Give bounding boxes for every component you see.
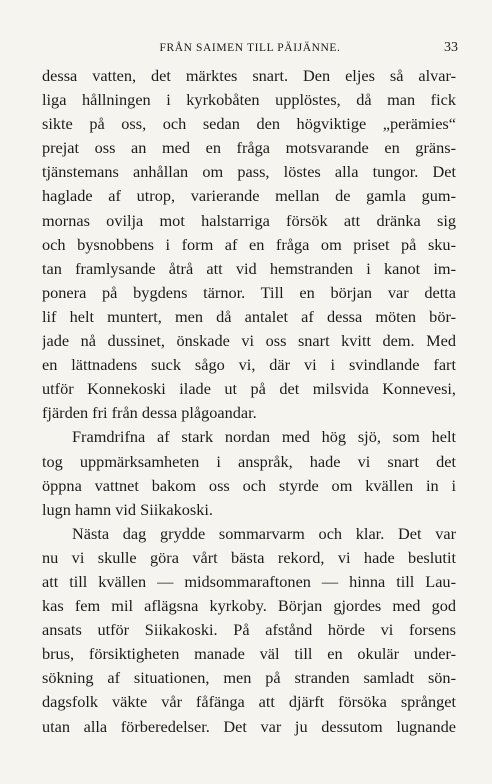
text-line: sikte på oss, och sedan den högviktige „perämies“ [42, 114, 456, 134]
text-line: liga hållningen i kyrkobåten upplöstes, då man fick [42, 90, 456, 110]
text-line: nu vi skulle göra vårt bästa rekord, vi hade beslutit [42, 547, 456, 567]
text-line: ponera på bygdens tärnor. Till en början var detta [42, 282, 456, 302]
text-line: haglade af utrop, varierande mellan de gamla gum- [42, 186, 456, 206]
paragraph-start-line: Nästa dag grydde sommarvarm och klar. Det var [72, 523, 456, 543]
body-text [42, 64, 456, 739]
text-line: kas fem mil aflägsna kyrkoby. Början gjordes med god [42, 596, 456, 616]
text-line: dessa vatten, det märktes snart. Den eljes så alvar- [42, 66, 456, 85]
text-line: mornas ovilja mot halstarriga försök att dränka sig [42, 210, 456, 230]
paragraph-end-line: lugn hamn vid Siikakoski. [42, 499, 213, 519]
text-line: tan framlysande åtrå att vid hemstranden i kanot im- [42, 258, 456, 278]
paragraph-start-line: Framdrifna af stark nordan med hög sjö, som helt [72, 427, 456, 447]
text-line: ansats utför Siikakoski. På afstånd hörde vi forsens [42, 620, 456, 640]
running-title: FRÅN SAIMEN TILL PÄIJÄNNE. [159, 42, 341, 54]
text-line: lif helt muntert, men då antalet af dessa möten bör- [42, 306, 456, 326]
paragraph-end-line: fjärden fri från dessa plågoandar. [42, 403, 257, 423]
text-line: tog uppmärksamheten i anspråk, hade vi snart det [42, 451, 456, 471]
page-number: 33 [444, 40, 458, 55]
text-line: utan alla förberedelser. Det var ju dessutom lugnande [42, 716, 456, 736]
text-line: brus, försiktigheten manade väl till en okulär under- [42, 644, 456, 664]
text-line: utför Konnekoski ilade ut på det milsvida Konnevesi, [42, 379, 456, 399]
text-line: och bysnobbens i form af en fråga om priset på sku- [42, 234, 456, 254]
text-line: tjänstemans anhållan om pass, löstes alla tungor. Det [42, 162, 456, 182]
text-line: sökning af situationen, men på stranden samladt sön- [42, 668, 456, 688]
text-line: prejat oss an med en fråga motsvarande en gräns- [42, 138, 456, 158]
text-line: att till kvällen — midsommaraftonen — hinna till Lau- [42, 571, 456, 591]
page-header [42, 40, 458, 60]
text-line: en lättnadens suck sågo vi, där vi i svindlande fart [42, 355, 456, 375]
text-line: jade nå dussinet, önskade vi oss snart kvitt dem. Med [42, 331, 456, 351]
text-line: dagsfolk väkte vår fåfänga att djärft försöka språnget [42, 692, 456, 712]
text-line: öppna vattnet bakom oss och styrde om kvällen in i [42, 475, 456, 495]
